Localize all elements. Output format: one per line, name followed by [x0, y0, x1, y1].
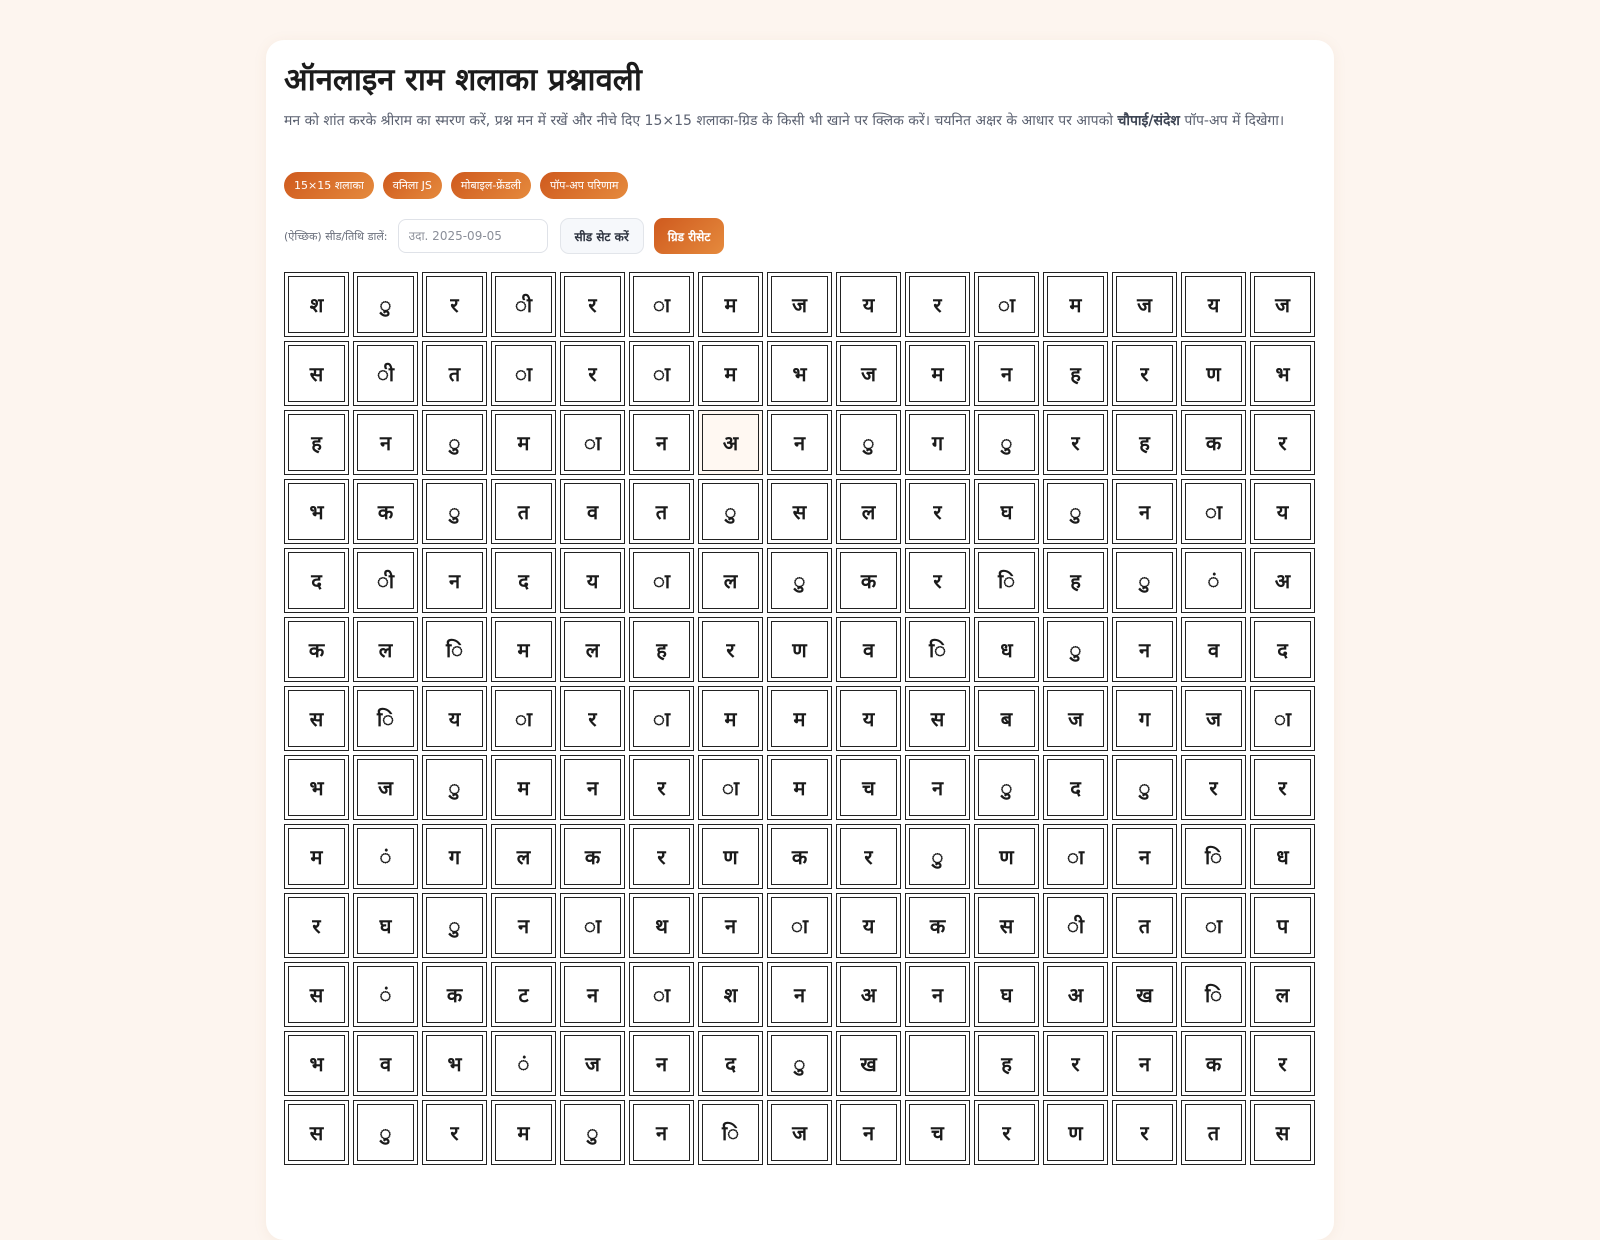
seed-controls — [284, 218, 724, 254]
grid-cell[interactable]: ु — [698, 479, 763, 544]
grid-cell[interactable]: य — [836, 893, 901, 958]
grid-cell[interactable]: ि — [422, 617, 487, 682]
grid-cell[interactable]: य — [836, 686, 901, 751]
grid-cell[interactable]: ह — [629, 617, 694, 682]
grid-cell[interactable]: ु — [1112, 548, 1177, 613]
reset-grid-button[interactable]: ग्रिड रीसेट — [654, 218, 725, 254]
grid-cell[interactable]: ज — [767, 1100, 832, 1165]
grid-cell[interactable]: स — [284, 1100, 349, 1165]
grid-cell[interactable]: न — [422, 548, 487, 613]
grid-cell[interactable]: न — [974, 341, 1039, 406]
grid-cell[interactable]: ं — [353, 962, 418, 1027]
grid-cell[interactable]: भ — [767, 341, 832, 406]
grid-cell[interactable]: र — [422, 272, 487, 337]
grid-cell[interactable]: व — [560, 479, 625, 544]
grid-cell[interactable]: ा — [1250, 686, 1315, 751]
grid-cell[interactable]: ा — [629, 272, 694, 337]
badge-popup-result: पॉप-अप परिणाम — [540, 172, 628, 199]
grid-cell[interactable]: ज — [1043, 686, 1108, 751]
grid-cell[interactable]: क — [767, 824, 832, 889]
grid-cell[interactable]: च — [905, 1100, 970, 1165]
grid-cell[interactable]: ि — [905, 617, 970, 682]
grid-cell[interactable]: म — [767, 686, 832, 751]
grid-cell[interactable]: स — [284, 686, 349, 751]
grid-cell[interactable]: म — [698, 341, 763, 406]
grid-cell[interactable]: ध — [974, 617, 1039, 682]
grid-cell[interactable]: ण — [1181, 341, 1246, 406]
grid-cell[interactable]: ट — [491, 962, 556, 1027]
grid-cell[interactable]: क — [560, 824, 625, 889]
grid-cell[interactable]: ं — [1181, 548, 1246, 613]
grid-cell[interactable]: र — [560, 272, 625, 337]
grid-cell[interactable]: थ — [629, 893, 694, 958]
grid-cell[interactable] — [905, 1031, 970, 1096]
grid-cell[interactable]: भ — [284, 479, 349, 544]
grid-cell[interactable]: व — [836, 617, 901, 682]
grid-cell[interactable]: र — [836, 824, 901, 889]
grid-cell[interactable]: श — [698, 962, 763, 1027]
grid-cell[interactable]: ु — [422, 410, 487, 475]
grid-cell[interactable]: व — [1181, 617, 1246, 682]
grid-cell[interactable]: ु — [353, 272, 418, 337]
description-highlight: चौपाई/संदेश — [1117, 113, 1180, 129]
grid-cell[interactable]: अ — [836, 962, 901, 1027]
grid-cell[interactable]: ी — [353, 341, 418, 406]
grid-cell[interactable]: य — [560, 548, 625, 613]
grid-cell[interactable]: ल — [698, 548, 763, 613]
grid-cell[interactable]: द — [1043, 755, 1108, 820]
grid-cell[interactable]: भ — [422, 1031, 487, 1096]
grid-cell[interactable]: द — [284, 548, 349, 613]
grid-cell[interactable]: ज — [1112, 272, 1177, 337]
grid-cell[interactable]: म — [1043, 272, 1108, 337]
grid-cell[interactable]: ख — [836, 1031, 901, 1096]
grid-cell[interactable]: त — [1181, 1100, 1246, 1165]
grid-cell[interactable]: ल — [1250, 962, 1315, 1027]
grid-cell[interactable]: र — [1112, 341, 1177, 406]
grid-cell[interactable]: न — [836, 1100, 901, 1165]
grid-cell[interactable]: न — [629, 410, 694, 475]
grid-cell[interactable]: म — [284, 824, 349, 889]
grid-cell[interactable]: त — [491, 479, 556, 544]
grid-cell[interactable]: ी — [353, 548, 418, 613]
grid-cell[interactable]: ा — [767, 893, 832, 958]
grid-cell[interactable]: ह — [284, 410, 349, 475]
grid-cell[interactable]: ा — [560, 893, 625, 958]
grid-cell[interactable]: म — [905, 341, 970, 406]
grid-cell[interactable]: क — [1181, 1031, 1246, 1096]
grid-cell[interactable]: ि — [698, 1100, 763, 1165]
seed-input[interactable] — [398, 219, 548, 253]
description-tail: पॉप-अप में दिखेगा। — [1184, 113, 1285, 129]
grid-cell[interactable]: ा — [560, 410, 625, 475]
feature-badges — [284, 172, 628, 199]
grid-cell[interactable]: ज — [767, 272, 832, 337]
grid-cell[interactable]: य — [422, 686, 487, 751]
grid-cell[interactable]: र — [1181, 755, 1246, 820]
grid-cell[interactable]: ु — [560, 1100, 625, 1165]
grid-cell[interactable]: न — [905, 962, 970, 1027]
grid-cell[interactable]: ा — [491, 686, 556, 751]
grid-cell[interactable]: न — [698, 893, 763, 958]
grid-cell[interactable]: ु — [1112, 755, 1177, 820]
grid-cell[interactable]: र — [284, 893, 349, 958]
grid-cell[interactable]: ु — [974, 755, 1039, 820]
grid-cell[interactable]: म — [698, 686, 763, 751]
grid-cell[interactable]: घ — [974, 962, 1039, 1027]
grid-cell[interactable]: ा — [629, 341, 694, 406]
grid-cell[interactable]: ि — [974, 548, 1039, 613]
grid-cell[interactable]: र — [1250, 1031, 1315, 1096]
grid-cell[interactable]: न — [1112, 617, 1177, 682]
grid-cell[interactable]: र — [905, 548, 970, 613]
main-card — [266, 40, 1334, 1240]
grid-cell[interactable]: न — [767, 410, 832, 475]
grid-cell[interactable]: ु — [1043, 479, 1108, 544]
grid-cell[interactable]: ज — [1250, 272, 1315, 337]
grid-cell[interactable]: ज — [1181, 686, 1246, 751]
grid-cell[interactable]: म — [491, 410, 556, 475]
grid-cell[interactable]: स — [284, 962, 349, 1027]
grid-cell[interactable]: र — [422, 1100, 487, 1165]
grid-cell[interactable]: ु — [905, 824, 970, 889]
grid-cell[interactable]: य — [1181, 272, 1246, 337]
grid-cell[interactable]: ल — [836, 479, 901, 544]
grid-cell[interactable]: म — [491, 617, 556, 682]
grid-cell[interactable]: र — [629, 755, 694, 820]
badge-vanilla-js: वनिला JS — [383, 172, 442, 199]
grid-cell[interactable]: र — [1043, 1031, 1108, 1096]
grid-cell[interactable]: ी — [491, 272, 556, 337]
grid-cell[interactable]: ल — [560, 617, 625, 682]
grid-cell[interactable]: र — [1043, 410, 1108, 475]
grid-cell[interactable]: क — [905, 893, 970, 958]
grid-cell[interactable]: अ — [1250, 548, 1315, 613]
grid-cell[interactable]: न — [767, 962, 832, 1027]
grid-cell[interactable]: स — [905, 686, 970, 751]
grid-cell[interactable]: क — [1181, 410, 1246, 475]
grid-cell[interactable]: न — [629, 1100, 694, 1165]
set-seed-button[interactable]: सीड सेट करें — [560, 218, 644, 254]
grid-cell[interactable]: ी — [1043, 893, 1108, 958]
grid-cell[interactable]: ु — [974, 410, 1039, 475]
grid-cell[interactable]: द — [698, 1031, 763, 1096]
page-description — [284, 110, 1294, 132]
grid-cell[interactable]: अ — [698, 410, 763, 475]
grid-cell[interactable]: ह — [1043, 341, 1108, 406]
description-text: मन को शांत करके श्रीराम का स्मरण करें, प्रश्न मन में रखें और नीचे दिए 15×15 शलाका-ग्रिड के किसी भी खाने पर क्लिक करें। चयनित अक्षर के आधार पर आपको — [284, 113, 1113, 129]
grid-cell[interactable]: स — [284, 341, 349, 406]
grid-cell[interactable]: य — [1250, 479, 1315, 544]
grid-cell[interactable]: न — [560, 755, 625, 820]
grid-cell[interactable]: क — [353, 479, 418, 544]
grid-cell[interactable]: ु — [422, 893, 487, 958]
grid-cell[interactable]: र — [698, 617, 763, 682]
grid-cell[interactable]: ा — [491, 341, 556, 406]
grid-cell[interactable]: म — [491, 755, 556, 820]
grid-cell[interactable]: ा — [629, 686, 694, 751]
grid-cell[interactable]: भ — [284, 755, 349, 820]
grid-cell[interactable]: भ — [284, 1031, 349, 1096]
grid-cell[interactable]: ु — [767, 1031, 832, 1096]
grid-cell[interactable]: प — [1250, 893, 1315, 958]
grid-cell[interactable]: य — [836, 272, 901, 337]
grid-cell[interactable]: न — [629, 1031, 694, 1096]
grid-cell[interactable]: र — [1250, 755, 1315, 820]
grid-cell[interactable]: घ — [353, 893, 418, 958]
grid-cell[interactable]: भ — [1250, 341, 1315, 406]
grid-cell[interactable]: ण — [974, 824, 1039, 889]
grid-cell[interactable]: न — [905, 755, 970, 820]
grid-cell[interactable]: क — [422, 962, 487, 1027]
badge-mobile-friendly: मोबाइल-फ्रेंडली — [451, 172, 531, 199]
grid-cell[interactable]: ख — [1112, 962, 1177, 1027]
page-title: ऑनलाइन राम शलाका प्रश्नावली — [284, 62, 642, 98]
grid-cell[interactable]: र — [560, 341, 625, 406]
grid-cell[interactable]: ण — [767, 617, 832, 682]
grid-cell[interactable]: ग — [905, 410, 970, 475]
grid-cell[interactable]: ग — [422, 824, 487, 889]
grid-cell[interactable]: म — [491, 1100, 556, 1165]
grid-cell[interactable]: ज — [560, 1031, 625, 1096]
grid-cell[interactable]: द — [491, 548, 556, 613]
grid-cell[interactable]: ा — [1043, 824, 1108, 889]
grid-cell[interactable]: द — [1250, 617, 1315, 682]
grid-cell[interactable]: ु — [1043, 617, 1108, 682]
grid-cell[interactable]: ा — [629, 962, 694, 1027]
grid-cell[interactable]: ु — [767, 548, 832, 613]
grid-cell[interactable]: ु — [422, 479, 487, 544]
grid-cell[interactable]: ं — [353, 824, 418, 889]
grid-cell[interactable]: न — [1112, 1031, 1177, 1096]
grid-cell[interactable]: ि — [1181, 962, 1246, 1027]
grid-cell[interactable]: ा — [629, 548, 694, 613]
grid-cell[interactable]: ु — [836, 410, 901, 475]
grid-cell[interactable]: अ — [1043, 962, 1108, 1027]
grid-cell[interactable]: र — [905, 272, 970, 337]
seed-label: (ऐच्छिक) सीड/तिथि डालें: — [284, 229, 388, 243]
grid-cell[interactable]: र — [1112, 1100, 1177, 1165]
grid-cell[interactable]: ा — [1181, 893, 1246, 958]
grid-cell[interactable]: ल — [353, 617, 418, 682]
grid-cell[interactable]: म — [698, 272, 763, 337]
grid-cell[interactable]: न — [1112, 824, 1177, 889]
grid-cell[interactable]: स — [767, 479, 832, 544]
grid-cell[interactable]: ं — [491, 1031, 556, 1096]
grid-cell[interactable]: क — [284, 617, 349, 682]
grid-cell[interactable]: ज — [836, 341, 901, 406]
badge-grid-size: 15×15 शलाका — [284, 172, 374, 199]
grid-cell[interactable]: ा — [974, 272, 1039, 337]
grid-cell[interactable]: ल — [491, 824, 556, 889]
grid-cell[interactable]: ह — [1043, 548, 1108, 613]
grid-cell[interactable]: स — [974, 893, 1039, 958]
grid-cell[interactable]: क — [836, 548, 901, 613]
grid-cell[interactable]: र — [629, 824, 694, 889]
grid-cell[interactable]: ा — [698, 755, 763, 820]
grid-cell[interactable]: घ — [974, 479, 1039, 544]
grid-cell[interactable]: श — [284, 272, 349, 337]
grid-cell[interactable]: ु — [353, 1100, 418, 1165]
grid-cell[interactable]: म — [767, 755, 832, 820]
grid-cell[interactable]: त — [1112, 893, 1177, 958]
grid-cell[interactable]: न — [491, 893, 556, 958]
grid-cell[interactable]: ह — [974, 1031, 1039, 1096]
grid-cell[interactable]: व — [353, 1031, 418, 1096]
shalaka-grid — [284, 272, 1315, 1165]
grid-cell[interactable]: ु — [422, 755, 487, 820]
grid-cell[interactable]: ज — [353, 755, 418, 820]
grid-cell[interactable]: न — [1112, 479, 1177, 544]
grid-cell[interactable]: र — [974, 1100, 1039, 1165]
grid-cell[interactable]: त — [422, 341, 487, 406]
grid-cell[interactable]: र — [1250, 410, 1315, 475]
grid-cell[interactable]: त — [629, 479, 694, 544]
grid-cell[interactable]: न — [560, 962, 625, 1027]
grid-cell[interactable]: ि — [353, 686, 418, 751]
grid-cell[interactable]: ग — [1112, 686, 1177, 751]
grid-cell[interactable]: ब — [974, 686, 1039, 751]
grid-cell[interactable]: ण — [698, 824, 763, 889]
grid-cell[interactable]: र — [560, 686, 625, 751]
grid-cell[interactable]: च — [836, 755, 901, 820]
grid-cell[interactable]: र — [905, 479, 970, 544]
grid-cell[interactable]: ण — [1043, 1100, 1108, 1165]
grid-cell[interactable]: ि — [1181, 824, 1246, 889]
grid-cell[interactable]: ा — [1181, 479, 1246, 544]
grid-cell[interactable]: ध — [1250, 824, 1315, 889]
grid-cell[interactable]: न — [353, 410, 418, 475]
grid-cell[interactable]: स — [1250, 1100, 1315, 1165]
grid-cell[interactable]: ह — [1112, 410, 1177, 475]
